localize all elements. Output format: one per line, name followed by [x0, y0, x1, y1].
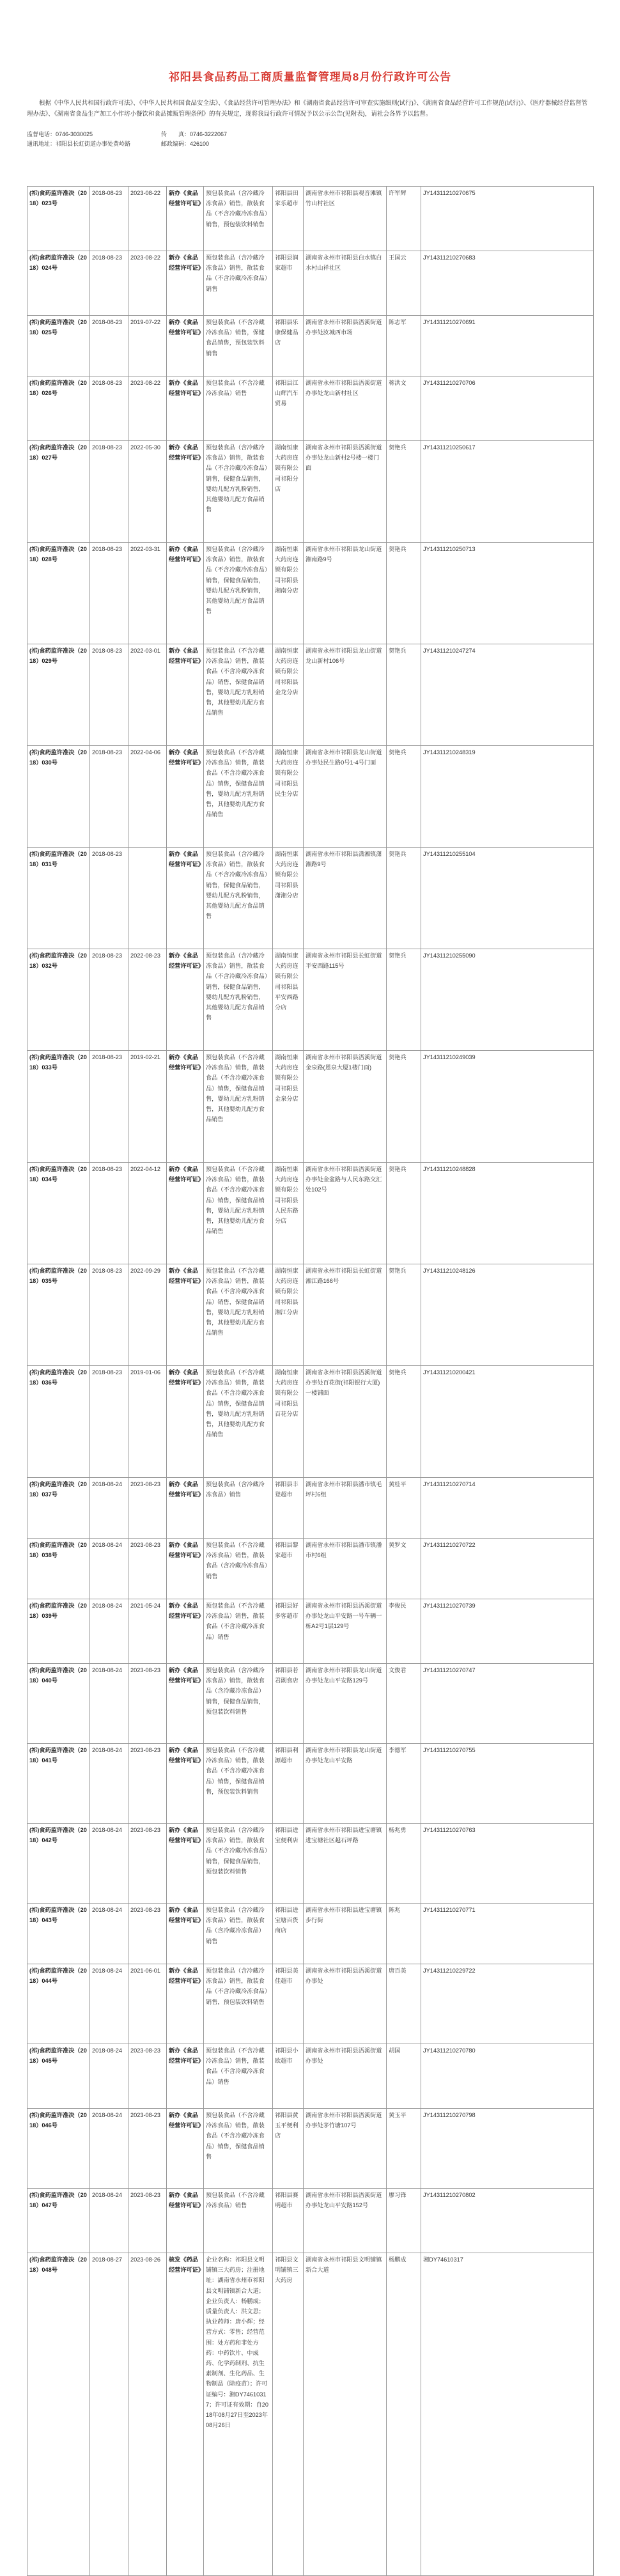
business-address: 湖南省永州市祁阳县长虹街道湘江路166号	[304, 1264, 387, 1366]
responsible-person: 李俊民	[387, 1599, 421, 1664]
grant-date: 2018-08-23	[90, 949, 128, 1051]
license-number: JY14311210270739	[421, 1599, 594, 1664]
license-category: 新办《食品经营许可证》	[167, 1163, 204, 1264]
grant-date: 2018-08-23	[90, 1163, 128, 1264]
intro-paragraph: 根据《中华人民共和国行政许可法》、《中华人民共和国食品安全法》、《食品经营许可管理办法》和《湖南省食品经营许可审查实施细则(试行)》、《湖南省食品经营许可工作规范(试行)》、《医疗器械经营监督管理办法》、《湖南省食品生产加工小作坊小餐饮和食品摊贩管理条例》的有关规定，现将我局行政许可情况予以公示公告(见附表)，请社会各界予以监督。	[27, 100, 588, 118]
responsible-person: 贺艳兵	[387, 1366, 421, 1478]
business-name: 祁阳县田家乐超市	[273, 187, 304, 251]
business-address: 湖南省永州市祁阳县龙山街道办事处龙山平安路129号	[304, 1664, 387, 1744]
expiry-date: 2023-08-23	[128, 1664, 167, 1744]
table-row	[27, 1744, 594, 1824]
expiry-date: 2022-04-06	[128, 746, 167, 848]
table-row	[27, 2253, 594, 2576]
business-scope: 预包装食品（不含冷藏冷冻食品）销售，散装食品（不含冷藏冷冻食品）销售，保健食品销售，婴幼儿配方乳粉销售，其他婴幼儿配方食品销售	[204, 644, 273, 746]
table-row	[27, 1478, 594, 1539]
decision-number: (祁)食药监许准决（2018）034号	[27, 1163, 90, 1264]
license-category: 新办《食品经营许可证》	[167, 543, 204, 644]
license-number: JY14311210247274	[421, 644, 594, 746]
responsible-person: 陈兆	[387, 1904, 421, 1964]
license-number: 湘DY74610317	[421, 2253, 594, 2576]
business-name: 祁阳县江山辉汽车贸易	[273, 376, 304, 441]
business-name: 祁阳县利源超市	[273, 1744, 304, 1824]
notice-page	[27, 0, 593, 2576]
license-number: JY14311210270763	[421, 1824, 594, 1904]
business-name: 祁阳县黄玉平便利店	[273, 2109, 304, 2189]
license-category: 新办《食品经营许可证》	[167, 1824, 204, 1904]
license-number: JY14311210270802	[421, 2189, 594, 2253]
business-name: 祁阳县黎家超市	[273, 1539, 304, 1599]
license-number: JY14311210229722	[421, 1964, 594, 2044]
decision-number: (祁)食药监许准决（2018）025号	[27, 316, 90, 376]
business-address: 湖南省永州市祁阳县观音滩镇竹山村社区	[304, 187, 387, 251]
expiry-date: 2023-08-23	[128, 1824, 167, 1904]
business-scope: 预包装食品（含冷藏冷冻食品）销售，散装食品（不含冷藏冷冻食品）销售，预包装饮料销售	[204, 187, 273, 251]
expiry-date: 2022-03-31	[128, 543, 167, 644]
business-name: 祁阳县小欧超市	[273, 2044, 304, 2109]
contact-row	[27, 130, 593, 139]
table-row	[27, 543, 594, 644]
license-number: JY14311210250617	[421, 441, 594, 543]
responsible-person: 胡国	[387, 2044, 421, 2109]
expiry-date: 2023-08-23	[128, 2044, 167, 2109]
business-address: 湖南省永州市祁阳县潘市镇毛坪村6组	[304, 1478, 387, 1539]
responsible-person: 杨兆勇	[387, 1824, 421, 1904]
table-row	[27, 1664, 594, 1744]
license-category: 新办《食品经营许可证》	[167, 441, 204, 543]
license-category: 新办《食品经营许可证》	[167, 187, 204, 251]
license-category: 新办《食品经营许可证》	[167, 848, 204, 949]
decision-number: (祁)食药监许准决（2018）037号	[27, 1478, 90, 1539]
license-category: 新办《食品经营许可证》	[167, 949, 204, 1051]
license-category: 新办《食品经营许可证》	[167, 1366, 204, 1478]
responsible-person: 贺艳兵	[387, 1264, 421, 1366]
license-category: 新办《食品经营许可证》	[167, 1599, 204, 1664]
page-title: 祁阳县食品药品工商质量监督管理局8月份行政许可公告	[168, 71, 452, 83]
license-category: 新办《食品经营许可证》	[167, 376, 204, 441]
responsible-person: 廖习锋	[387, 2189, 421, 2253]
table-row	[27, 949, 594, 1051]
table-row	[27, 1599, 594, 1664]
license-number: JY14311210248319	[421, 746, 594, 848]
license-number: JY14311210248828	[421, 1163, 594, 1264]
license-number: JY14311210248126	[421, 1264, 594, 1366]
license-number: JY14311210250713	[421, 543, 594, 644]
decision-number: (祁)食药监许准决（2018）032号	[27, 949, 90, 1051]
business-address: 湖南省永州市祁阳县进宝塘镇进宝塘社区越石坪路	[304, 1824, 387, 1904]
business-name: 湖南恒康大药房连锁有限公司祁阳县金泉分店	[273, 1051, 304, 1163]
grant-date: 2018-08-24	[90, 1539, 128, 1599]
business-scope: 预包装食品（不含冷藏冷冻食品）销售，散装食品（不含冷藏冷冻食品）销售，保健食品销售，婴幼儿配方乳粉销售，其他婴幼儿配方食品销售	[204, 1051, 273, 1163]
table-row	[27, 2189, 594, 2253]
grant-date: 2018-08-23	[90, 316, 128, 376]
responsible-person: 黄罗文	[387, 1539, 421, 1599]
business-address: 湖南省永州市祁阳县浯溪街道办事处	[304, 2044, 387, 2109]
business-scope: 预包装食品（不含冷藏冷冻食品）销售，散装食品（不含冷藏冷冻食品）销售，保健食品销售，婴幼儿配方乳粉销售，其他婴幼儿配方食品销售	[204, 1264, 273, 1366]
table-row	[27, 644, 594, 746]
business-scope: 预包装食品（不含冷藏冷冻食品）销售，散装食品（不含冷藏冷冻食品）销售，保健食品销售，婴幼儿配方乳粉销售，其他婴幼儿配方食品销售	[204, 1163, 273, 1264]
license-number: JY14311210270722	[421, 1539, 594, 1599]
supervision-phone: 监督电话：0746-3030025	[27, 131, 93, 137]
business-scope: 预包装食品（含冷藏冷冻食品）销售，散装食品（不含冷藏冷冻食品）销售，保健食品销售，预包装饮料销售	[204, 1824, 273, 1904]
business-name: 湖南恒康大药房连锁有限公司祁阳县百花分店	[273, 1366, 304, 1478]
business-address: 湖南省永州市祁阳县进宝塘镇步行街	[304, 1904, 387, 1964]
business-address: 湖南省永州市祁阳县长虹街道平安西路115号	[304, 949, 387, 1051]
grant-date: 2018-08-24	[90, 2044, 128, 2109]
decision-number: (祁)食药监许准决（2018）038号	[27, 1539, 90, 1599]
expiry-date: 2023-08-23	[128, 1478, 167, 1539]
table-row	[27, 376, 594, 441]
responsible-person: 王国云	[387, 251, 421, 316]
table-row	[27, 1051, 594, 1163]
table-row	[27, 1366, 594, 1478]
business-name: 祁阳县赛明超市	[273, 2189, 304, 2253]
decision-number: (祁)食药监许准决（2018）026号	[27, 376, 90, 441]
license-category: 新办《食品经营许可证》	[167, 644, 204, 746]
license-category: 新办《食品经营许可证》	[167, 1664, 204, 1744]
business-scope: 预包装食品（含冷藏冷冻食品）销售，散装食品（不含冷藏冷冻食品）销售，保健食品销售，婴幼儿配方乳粉销售，其他婴幼儿配方食品销售	[204, 848, 273, 949]
responsible-person: 贺艳兵	[387, 1163, 421, 1264]
expiry-date: 2022-09-29	[128, 1264, 167, 1366]
expiry-date: 2023-08-23	[128, 1539, 167, 1599]
grant-date: 2018-08-23	[90, 746, 128, 848]
decision-number: (祁)食药监许准决（2018）035号	[27, 1264, 90, 1366]
grant-date: 2018-08-27	[90, 2253, 128, 2576]
business-name: 祁阳县润家超市	[273, 251, 304, 316]
business-name: 湖南恒康大药房连锁有限公司祁阳县民生分店	[273, 746, 304, 848]
license-category: 新办《食品经营许可证》	[167, 1744, 204, 1824]
table-row	[27, 1539, 594, 1599]
business-address: 湖南省永州市祁阳县龙山街道办事处龙山平安路	[304, 1744, 387, 1824]
grant-date: 2018-08-24	[90, 1824, 128, 1904]
business-address: 湖南省永州市祁阳县浯溪街道办事处龙山平安路152号	[304, 2189, 387, 2253]
responsible-person: 贺艳兵	[387, 746, 421, 848]
responsible-person: 陈志军	[387, 316, 421, 376]
license-number: JY14311210270706	[421, 376, 594, 441]
grant-date: 2018-08-23	[90, 848, 128, 949]
license-number: JY14311210249039	[421, 1051, 594, 1163]
license-table-body	[27, 187, 594, 2576]
grant-date: 2018-08-24	[90, 1478, 128, 1539]
business-address: 湖南省永州市祁阳县白水镇白水村山祥社区	[304, 251, 387, 316]
address-row	[27, 139, 593, 149]
expiry-date: 2019-01-06	[128, 1366, 167, 1478]
decision-number: (祁)食药监许准决（2018）041号	[27, 1744, 90, 1824]
business-address: 湖南省永州市祁阳县潇湘镇潇湘路9号	[304, 848, 387, 949]
table-row	[27, 848, 594, 949]
license-number: JY14311210200421	[421, 1366, 594, 1478]
expiry-date: 2023-08-23	[128, 1904, 167, 1964]
business-address: 湖南省永州市祁阳县文明铺镇新合大道	[304, 2253, 387, 2576]
business-address: 湖南省永州市祁阳县浯溪街道办事处金盆路与人民东路交汇处102号	[304, 1163, 387, 1264]
expiry-date: 2023-08-22	[128, 376, 167, 441]
table-row	[27, 2109, 594, 2189]
fax-number: 传 真：0746-3222067	[161, 131, 228, 137]
mail-address: 通讯地址：祁阳县长虹街道办事处黄岭路	[27, 141, 131, 147]
business-scope: 预包装食品（不含冷藏冷冻食品）销售，散装食品（不含冷藏冷冻食品）销售，保健食品销售，婴幼儿配方乳粉销售，其他婴幼儿配方食品销售	[204, 746, 273, 848]
license-category: 新办《食品经营许可证》	[167, 2044, 204, 2109]
license-category: 新办《食品经营许可证》	[167, 316, 204, 376]
license-category: 新办《食品经营许可证》	[167, 2189, 204, 2253]
business-name: 湖南恒康大药房连锁有限公司祁阳县湘南分店	[273, 543, 304, 644]
business-name: 湖南恒康大药房连锁有限公司祁阳县金龙分店	[273, 644, 304, 746]
license-table	[27, 186, 594, 2576]
grant-date: 2018-08-23	[90, 441, 128, 543]
grant-date: 2018-08-23	[90, 543, 128, 644]
business-name: 湖南恒康大药房连锁有限公司祁阳县人民东路分店	[273, 1163, 304, 1264]
table-row	[27, 441, 594, 543]
grant-date: 2018-08-23	[90, 187, 128, 251]
grant-date: 2018-08-24	[90, 1664, 128, 1744]
expiry-date: 2023-08-23	[128, 2109, 167, 2189]
decision-number: (祁)食药监许准决（2018）028号	[27, 543, 90, 644]
license-number: JY14311210255104	[421, 848, 594, 949]
decision-number: (祁)食药监许准决（2018）044号	[27, 1964, 90, 2044]
responsible-person: 贺艳兵	[387, 848, 421, 949]
license-category: 新办《食品经营许可证》	[167, 1539, 204, 1599]
business-address: 湖南省永州市祁阳县浯溪街道办事处汝城西市场	[304, 316, 387, 376]
business-address: 湖南省永州市祁阳县浯溪街道办事处	[304, 1964, 387, 2044]
business-scope: 预包装食品（不含冷藏冷冻食品）销售，散装食品（不含冷藏冷冻食品）销售，保健食品销售，婴幼儿配方乳粉销售，其他婴幼儿配方食品销售	[204, 1366, 273, 1478]
responsible-person: 贺艳兵	[387, 543, 421, 644]
decision-number: (祁)食药监许准决（2018）046号	[27, 2109, 90, 2189]
responsible-person: 贺艳兵	[387, 1051, 421, 1163]
decision-number: (祁)食药监许准决（2018）029号	[27, 644, 90, 746]
business-scope: 预包装食品（含冷藏冷冻食品）销售，散装食品（不含冷藏冷冻食品）销售	[204, 251, 273, 316]
table-row	[27, 1964, 594, 2044]
license-number: JY14311210270691	[421, 316, 594, 376]
expiry-date: 2019-02-21	[128, 1051, 167, 1163]
decision-number: (祁)食药监许准决（2018）043号	[27, 1904, 90, 1964]
business-address: 湖南省永州市祁阳县浯溪街道办事处龙山新村2号楼一楼门面	[304, 441, 387, 543]
business-address: 湖南省永州市祁阳县浯溪街道金泉路(恩泉大厦1楼门面)	[304, 1051, 387, 1163]
grant-date: 2018-08-23	[90, 251, 128, 316]
business-address: 湖南省永州市祁阳县龙山街道湘南路9号	[304, 543, 387, 644]
business-scope: 预包装食品（含冷藏冷冻食品）销售，散装食品（不含冷藏冷冻食品）销售，预包装饮料销售	[204, 1964, 273, 2044]
license-number: JY14311210270714	[421, 1478, 594, 1539]
business-name: 祁阳县好多客超市	[273, 1599, 304, 1664]
decision-number: (祁)食药监许准决（2018）033号	[27, 1051, 90, 1163]
business-scope: 预包装食品（不含冷藏冷冻食品）销售，散装食品（不含冷藏冷冻食品）销售	[204, 1599, 273, 1664]
business-name: 湖南恒康大药房连锁有限公司祁阳县湘江分店	[273, 1264, 304, 1366]
grant-date: 2018-08-24	[90, 1744, 128, 1824]
license-category: 核发《药品经营许可证》	[167, 2253, 204, 2576]
decision-number: (祁)食药监许准决（2018）045号	[27, 2044, 90, 2109]
business-address: 湖南省永州市祁阳县龙山街道龙山新村106号	[304, 644, 387, 746]
business-address: 湖南省永州市祁阳县龙山街道办事处民生路0号1-4号门面	[304, 746, 387, 848]
expiry-date: 2021-05-24	[128, 1599, 167, 1664]
business-scope: 预包装食品（含冷藏冷冻食品）销售，散装食品（不含冷藏冷冻食品）销售，保健食品销售，婴幼儿配方乳粉销售，其他婴幼儿配方食品销售	[204, 949, 273, 1051]
table-row	[27, 1824, 594, 1904]
expiry-date: 2023-08-26	[128, 2253, 167, 2576]
decision-number: (祁)食药监许准决（2018）040号	[27, 1664, 90, 1744]
grant-date: 2018-08-24	[90, 2189, 128, 2253]
responsible-person: 贺艳兵	[387, 949, 421, 1051]
business-address: 湖南省永州市祁阳县浯溪街道办事处百花街(祁阳银行大厦)一楼铺面	[304, 1366, 387, 1478]
expiry-date: 2023-08-23	[128, 1744, 167, 1824]
responsible-person: 贺艳兵	[387, 441, 421, 543]
business-name: 湖南恒康大药房连锁有限公司祁阳分店	[273, 441, 304, 543]
business-name: 湖南恒康大药房连锁有限公司祁阳县平安西路分店	[273, 949, 304, 1051]
grant-date: 2018-08-23	[90, 376, 128, 441]
table-row	[27, 1264, 594, 1366]
responsible-person: 贺艳兵	[387, 644, 421, 746]
license-number: JY14311210270771	[421, 1904, 594, 1964]
grant-date: 2018-08-24	[90, 2109, 128, 2189]
business-scope: 预包装食品（含冷藏冷冻食品）销售，散装食品（不含冷藏冷冻食品）销售，保健食品销售，婴幼儿配方乳粉销售，其他婴幼儿配方食品销售	[204, 543, 273, 644]
expiry-date: 2023-08-22	[128, 187, 167, 251]
business-name: 祁阳县美佳超市	[273, 1964, 304, 2044]
grant-date: 2018-08-24	[90, 1599, 128, 1664]
business-name: 祁阳县乐康保健品店	[273, 316, 304, 376]
decision-number: (祁)食药监许准决（2018）039号	[27, 1599, 90, 1664]
responsible-person: 杨鹏成	[387, 2253, 421, 2576]
license-category: 新办《食品经营许可证》	[167, 1478, 204, 1539]
business-address: 湖南省永州市祁阳县浯溪街道办事处龙山平安路一号车辆一栋A2号1层129号	[304, 1599, 387, 1664]
business-scope: 企业名称：祁阳县文明铺镇三大药房；注册地址：湖南省永州市祁阳县文明铺镇新合大道；企业负责人：杨鹏成；质量负责人：洪文思；执业药师：唐小辉；经营方式：零售；经营范围：处方药和非处方药：中药饮片、中成药、化学药制剂、抗生素制剂、生化药品、生物制品（除疫苗）；许可证编号：湘DY74610317；许可证有效期：自2018年08月27日至2023年08月26日	[204, 2253, 273, 2576]
decision-number: (祁)食药监许准决（2018）036号	[27, 1366, 90, 1478]
business-scope: 预包装食品（不含冷藏冷冻食品）销售	[204, 2189, 273, 2253]
expiry-date: 2023-08-22	[128, 251, 167, 316]
business-name: 祁阳县文明铺镇三大药房	[273, 2253, 304, 2576]
table-row	[27, 2044, 594, 2109]
business-name: 祁阳县丰登超市	[273, 1478, 304, 1539]
grant-date: 2018-08-23	[90, 644, 128, 746]
license-category: 新办《食品经营许可证》	[167, 1051, 204, 1163]
grant-date: 2018-08-24	[90, 1904, 128, 1964]
postcode: 邮政编码：426100	[161, 141, 210, 147]
decision-number: (祁)食药监许准决（2018）023号	[27, 187, 90, 251]
grant-date: 2018-08-23	[90, 1051, 128, 1163]
business-address: 湖南省永州市祁阳县浯溪街道办事处茅竹塘107号	[304, 2109, 387, 2189]
table-row	[27, 316, 594, 376]
expiry-date: 2022-05-30	[128, 441, 167, 543]
table-row	[27, 746, 594, 848]
responsible-person: 蒋洪文	[387, 376, 421, 441]
license-number: JY14311210270683	[421, 251, 594, 316]
decision-number: (祁)食药监许准决（2018）048号	[27, 2253, 90, 2576]
business-scope: 预包装食品（含冷藏冷冻食品）销售，散装食品（不含冷藏冷冻食品）销售，保健食品销售，婴幼儿配方乳粉销售，其他婴幼儿配方食品销售	[204, 441, 273, 543]
responsible-person: 许军辉	[387, 187, 421, 251]
license-category: 新办《食品经营许可证》	[167, 251, 204, 316]
business-scope: 预包装食品（不含冷藏冷冻食品）销售，散装食品（不含冷藏冷冻食品）销售	[204, 2044, 273, 2109]
table-row	[27, 187, 594, 251]
responsible-person: 黄玉平	[387, 2109, 421, 2189]
business-name: 祁阳县进宝塘百货商店	[273, 1904, 304, 1964]
business-scope: 预包装食品（不含冷藏冷冻食品）销售，散装食品（不含冷藏冷冻食品）销售，保健食品销售	[204, 2109, 273, 2189]
license-category: 新办《食品经营许可证》	[167, 746, 204, 848]
responsible-person: 黄桂平	[387, 1478, 421, 1539]
decision-number: (祁)食药监许准决（2018）027号	[27, 441, 90, 543]
expiry-date: 2023-08-23	[128, 2189, 167, 2253]
expiry-date: 2021-06-01	[128, 1964, 167, 2044]
expiry-date: 2022-03-01	[128, 644, 167, 746]
license-category: 新办《食品经营许可证》	[167, 1264, 204, 1366]
expiry-date: 2022-08-23	[128, 949, 167, 1051]
business-name: 祁阳县若君副食店	[273, 1664, 304, 1744]
responsible-person: 唐百美	[387, 1964, 421, 2044]
table-row	[27, 251, 594, 316]
table-row	[27, 1904, 594, 1964]
grant-date: 2018-08-24	[90, 1964, 128, 2044]
responsible-person: 文俊君	[387, 1664, 421, 1744]
grant-date: 2018-08-23	[90, 1366, 128, 1478]
business-name: 祁阳县进宝便利店	[273, 1824, 304, 1904]
business-scope: 预包装食品（含冷藏冷冻食品）销售，散装食品（含冷藏冷冻食品）销售	[204, 1904, 273, 1964]
license-number: JY14311210270747	[421, 1664, 594, 1744]
decision-number: (祁)食药监许准决（2018）030号	[27, 746, 90, 848]
decision-number: (祁)食药监许准决（2018）024号	[27, 251, 90, 316]
decision-number: (祁)食药监许准决（2018）047号	[27, 2189, 90, 2253]
business-scope: 预包装食品（不含冷藏冷冻食品）销售，保健食品销售，预包装饮料销售	[204, 316, 273, 376]
business-scope: 预包装食品（含冷藏冷冻食品）销售	[204, 1478, 273, 1539]
license-category: 新办《食品经营许可证》	[167, 1964, 204, 2044]
license-category: 新办《食品经营许可证》	[167, 2109, 204, 2189]
license-number: JY14311210255090	[421, 949, 594, 1051]
business-name: 湖南恒康大药房连锁有限公司祁阳县潇湘分店	[273, 848, 304, 949]
expiry-date: 2019-07-22	[128, 316, 167, 376]
grant-date: 2018-08-23	[90, 1264, 128, 1366]
license-number: JY14311210270798	[421, 2109, 594, 2189]
license-number: JY14311210270755	[421, 1744, 594, 1824]
business-address: 湖南省永州市祁阳县潘市镇潘市村6组	[304, 1539, 387, 1599]
business-scope: 预包装食品（不含冷藏冷冻食品）销售，散装食品（不含冷藏冷冻食品）销售，保健食品销售，预包装饮料销售	[204, 1744, 273, 1824]
table-row	[27, 1163, 594, 1264]
decision-number: (祁)食药监许准决（2018）042号	[27, 1824, 90, 1904]
business-scope: 预包装食品（含冷藏冷冻食品）销售，散装食品（含冷藏冷冻食品）销售，保健食品销售，预包装饮料销售	[204, 1664, 273, 1744]
responsible-person: 李德军	[387, 1744, 421, 1824]
business-scope: 预包装食品（不含冷藏冷冻食品）销售	[204, 376, 273, 441]
expiry-date	[128, 848, 167, 949]
license-number: JY14311210270675	[421, 187, 594, 251]
decision-number: (祁)食药监许准决（2018）031号	[27, 848, 90, 949]
business-scope: 预包装食品（不含冷藏冷冻食品）销售，散装食品（含冷藏冷冻食品）销售	[204, 1539, 273, 1599]
contact-info	[27, 130, 593, 149]
license-category: 新办《食品经营许可证》	[167, 1904, 204, 1964]
business-address: 湖南省永州市祁阳县浯溪街道办事处龙山新村社区	[304, 376, 387, 441]
expiry-date: 2022-04-12	[128, 1163, 167, 1264]
license-number: JY14311210270780	[421, 2044, 594, 2109]
